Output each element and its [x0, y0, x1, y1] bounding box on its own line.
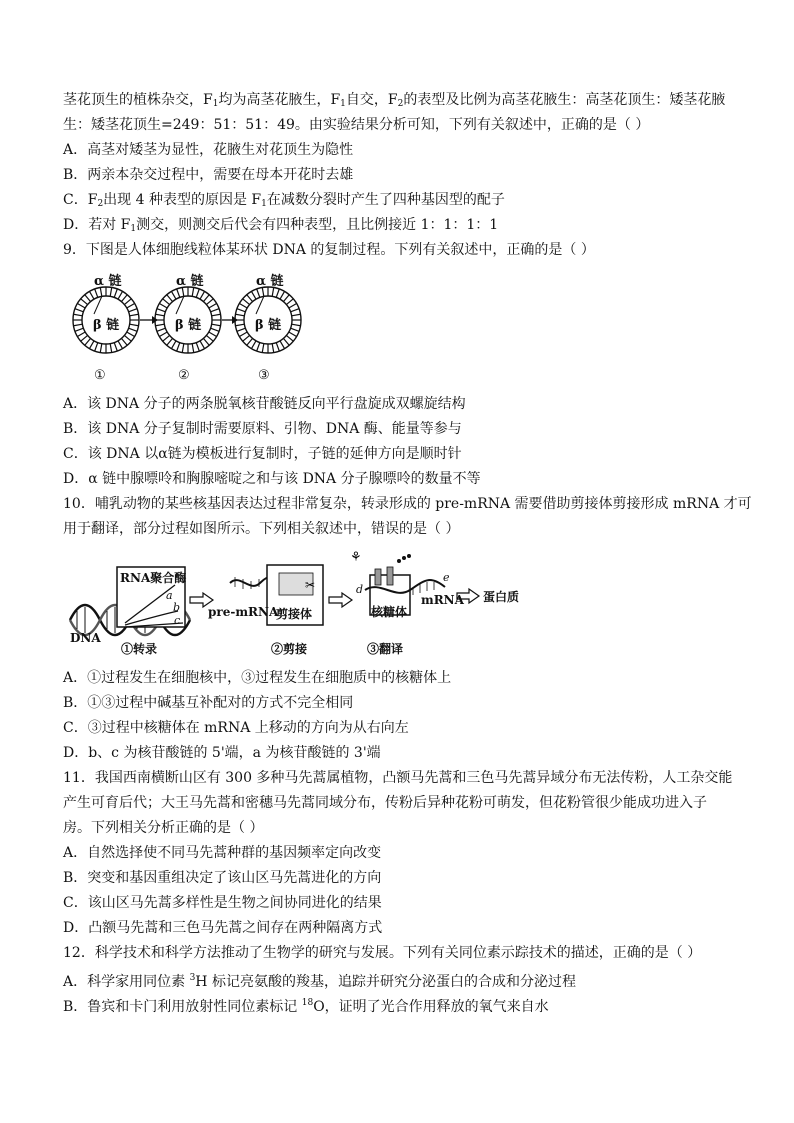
base-pair-tick — [95, 343, 98, 351]
base-pair-tick — [276, 343, 279, 351]
base-pair-tick — [206, 299, 213, 305]
beta-label-1: β 链 — [93, 318, 120, 333]
base-pair-tick — [95, 289, 98, 297]
base-pair-tick — [196, 289, 199, 297]
beta-label-3: β 链 — [255, 318, 282, 333]
base-pair-tick — [257, 343, 260, 351]
q11-option-b: B．突变和基因重组决定了该山区马先蒿进化的方向 — [63, 870, 382, 886]
label-c: c — [174, 614, 181, 627]
q9-option-c: C．该 DNA 以α链为模板进行复制时，子链的延伸方向是顺时针 — [63, 446, 462, 462]
base-pair-tick — [90, 341, 95, 349]
q12-option-a: A．科学家用同位素 $^3$H 标记亮氨酸的羧基，追踪并研究分泌蛋白的合成和分泌过程 — [63, 973, 576, 990]
base-pair-tick — [192, 344, 194, 353]
alpha-label-2: α 链 — [176, 274, 204, 289]
base-pair-tick — [90, 291, 95, 299]
base-pair-tick — [252, 291, 257, 299]
base-pair-tick — [129, 328, 137, 331]
base-pair-tick — [114, 343, 117, 351]
base-pair-tick — [289, 304, 297, 309]
base-pair-tick — [172, 291, 177, 299]
base-pair-tick — [257, 289, 260, 297]
base-pair-tick — [163, 335, 170, 341]
base-pair-tick — [85, 295, 91, 302]
spliceosome-label: 剪接体 — [276, 607, 313, 621]
label-e: e — [443, 571, 450, 584]
base-pair-tick — [236, 314, 245, 316]
q11-stem-line2: 产生可育后代；大王马先蒿和密穗马先蒿同域分布，传粉后异种花粉可萌发，但花粉管很少能成功进入子 — [63, 795, 707, 811]
base-pair-tick — [182, 344, 184, 353]
base-pair-tick — [74, 324, 83, 326]
step-translation-label: ③翻译 — [367, 642, 404, 656]
q10-figure-gene-expression — [65, 545, 545, 660]
base-pair-tick — [127, 332, 135, 337]
base-pair-tick — [247, 295, 253, 302]
base-pair-tick — [276, 289, 279, 297]
base-pair-tick — [159, 304, 167, 309]
q8-option-c: C．$F_2$出现 4 种表型的原因是 $F_1$在减数分裂时产生了四种基因型的配子 — [63, 192, 505, 209]
mrna-label: mRNA — [421, 593, 464, 607]
beta-label-2: β 链 — [175, 318, 202, 333]
step-transcription-label: ①转录 — [121, 642, 158, 656]
q11-stem-line1: 11．我国西南横断山区有 300 多种马先蒿属植物，凸额马先蒿和三色马先蒿异域分布无法传粉，人工杂交能 — [63, 770, 733, 786]
base-pair-tick — [159, 332, 167, 337]
base-pair-tick — [283, 338, 289, 345]
base-pair-tick — [289, 332, 297, 337]
figure-number-3: ③ — [258, 368, 270, 383]
base-pair-tick — [206, 335, 213, 341]
base-pair-tick — [286, 335, 293, 341]
base-pair-tick — [75, 328, 83, 331]
base-pair-tick — [129, 309, 137, 312]
q9-stem: 9．下图是人体细胞线粒体某环状 DNA 的复制过程。下列有关叙述中，正确的是（ ） — [63, 242, 595, 258]
q8-stem-line1: 茎花顶生的植株杂交，$F_1$均为高茎花腋生，$F_1$自交，$F_2$的表型及比例为高茎花腋生：高茎花顶生：矮茎花腋 — [63, 92, 726, 109]
base-pair-tick — [283, 295, 289, 302]
base-pair-tick — [130, 324, 139, 326]
base-pair-tick — [272, 344, 274, 353]
base-pair-tick — [280, 291, 285, 299]
base-pair-tick — [252, 341, 257, 349]
base-pair-tick — [81, 335, 88, 341]
q11-option-d: D．凸额马先蒿和三色马先蒿之间存在两种隔离方式 — [63, 920, 383, 936]
base-pair-tick — [200, 291, 205, 299]
q8-option-b: B．两亲本杂交过程中，需要在母本开花时去雄 — [63, 167, 354, 183]
base-pair-tick — [177, 343, 180, 351]
figure-number-1: ① — [94, 368, 106, 383]
base-pair-tick — [286, 299, 293, 305]
base-pair-tick — [110, 344, 112, 353]
base-pair-tick — [209, 304, 217, 309]
base-pair-tick — [243, 335, 250, 341]
q10-option-a: A．①过程发生在细胞核中，③过程发生在细胞质中的核糖体上 — [63, 670, 452, 686]
q12-option-b: B．鲁宾和卡门利用放射性同位素标记 $^{18}$O，证明了光合作用释放的氧气来自水 — [63, 998, 549, 1015]
q11-stem-line3: 房。下列相关分析正确的是（ ） — [63, 820, 264, 836]
base-pair-tick — [77, 332, 85, 337]
base-pair-tick — [127, 304, 135, 309]
q10-stem-line1: 10．哺乳动物的某些核基因表达过程非常复杂，转录形成的 pre-mRNA 需要借助剪接体剪接形成 mRNA 才可 — [63, 496, 752, 512]
base-pair-tick — [85, 338, 91, 345]
base-pair-tick — [167, 295, 173, 302]
base-pair-tick — [130, 314, 139, 316]
base-pair-tick — [100, 344, 102, 353]
base-pair-tick — [212, 314, 221, 316]
q12-stem: 12．科学技术和科学方法推动了生物学的研究与发展。下列有关同位素示踪技术的描述，正确的是（ ） — [63, 945, 702, 961]
base-pair-tick — [237, 309, 245, 312]
base-pair-tick — [114, 289, 117, 297]
base-pair-tick — [74, 314, 83, 316]
dna-label: DNA — [70, 631, 101, 645]
trna-icon: ⚘ — [350, 550, 362, 565]
q9-figure-circular-dna — [70, 268, 310, 388]
base-pair-tick — [292, 324, 301, 326]
q10-option-d: D．b、c 为核苷酸链的 5'端，a 为核苷酸链的 3'端 — [63, 745, 381, 761]
base-pair-tick — [118, 291, 123, 299]
base-pair-tick — [247, 338, 253, 345]
base-pair-tick — [167, 338, 173, 345]
rna-polymerase-label: RNA聚合酶 — [120, 571, 187, 585]
base-pair-tick — [262, 344, 264, 353]
q8-option-d: D．若对 $F_1$测交，则测交后代会有四种表型，且比例接近 1：1：1：1 — [63, 217, 499, 234]
base-pair-tick — [211, 309, 219, 312]
base-pair-tick — [243, 299, 250, 305]
label-d: d — [356, 583, 364, 596]
base-pair-tick — [121, 338, 127, 345]
base-pair-tick — [124, 299, 131, 305]
base-pair-tick — [203, 295, 209, 302]
base-pair-tick — [292, 314, 301, 316]
base-pair-tick — [239, 304, 247, 309]
base-pair-tick — [118, 341, 123, 349]
q10-stem-line2: 用于翻译，部分过程如图所示。下列相关叙述中，错误的是（ ） — [63, 521, 460, 537]
base-pair-tick — [75, 309, 83, 312]
base-pair-tick — [157, 328, 165, 331]
q8-option-a: A．高茎对矮茎为显性，花腋生对花顶生为隐性 — [63, 142, 354, 158]
q9-option-b: B．该 DNA 分子复制时需要原料、引物、DNA 酶、能量等参与 — [63, 421, 462, 437]
base-pair-tick — [212, 324, 221, 326]
base-pair-tick — [77, 304, 85, 309]
label-b: b — [173, 601, 181, 614]
q9-option-a: A．该 DNA 分子的两条脱氧核苷酸链反向平行盘旋成双螺旋结构 — [63, 396, 466, 412]
base-pair-tick — [124, 335, 131, 341]
base-pair-tick — [291, 309, 299, 312]
q8-stem-line2: 生：矮茎花顶生=249：51：51：49。由实验结果分析可知，下列有关叙述中，正确的是（ ） — [63, 117, 650, 133]
q11-option-c: C．该山区马先蒿多样性是生物之间协同进化的结果 — [63, 895, 382, 911]
protein-label: 蛋白质 — [483, 590, 520, 604]
base-pair-tick — [163, 299, 170, 305]
ribosome-label: 核糖体 — [371, 605, 408, 619]
figure-number-2: ② — [178, 368, 190, 383]
base-pair-tick — [81, 299, 88, 305]
q9-option-d: D．α 链中腺嘌呤和胸腺嘧啶之和与该 DNA 分子腺嘌呤的数量不等 — [63, 471, 481, 487]
q11-option-a: A．自然选择使不同马先蒿种群的基因频率定向改变 — [63, 845, 382, 861]
base-pair-tick — [200, 341, 205, 349]
base-pair-tick — [172, 341, 177, 349]
base-pair-tick — [121, 295, 127, 302]
base-pair-tick — [280, 341, 285, 349]
base-pair-tick — [177, 289, 180, 297]
base-pair-tick — [156, 324, 165, 326]
base-pair-tick — [291, 328, 299, 331]
q10-option-c: C．③过程中核糖体在 mRNA 上移动的方向为从右向左 — [63, 720, 409, 736]
base-pair-tick — [237, 328, 245, 331]
alpha-label-3: α 链 — [256, 274, 284, 289]
base-pair-tick — [239, 332, 247, 337]
scissors-icon: ✂ — [305, 578, 316, 592]
alpha-label-1: α 链 — [94, 274, 122, 289]
base-pair-tick — [236, 324, 245, 326]
base-pair-tick — [157, 309, 165, 312]
arrow-splicing-to-translation — [329, 593, 352, 607]
q10-option-b: B．①③过程中碱基互补配对的方式不完全相同 — [63, 695, 354, 711]
label-a: a — [166, 589, 173, 602]
base-pair-tick — [196, 343, 199, 351]
step-splicing-label: ②剪接 — [271, 642, 308, 656]
pre-mrna-label: pre-mRNA — [208, 605, 279, 619]
base-pair-tick — [203, 338, 209, 345]
base-pair-tick — [156, 314, 165, 316]
base-pair-tick — [209, 332, 217, 337]
base-pair-tick — [211, 328, 219, 331]
